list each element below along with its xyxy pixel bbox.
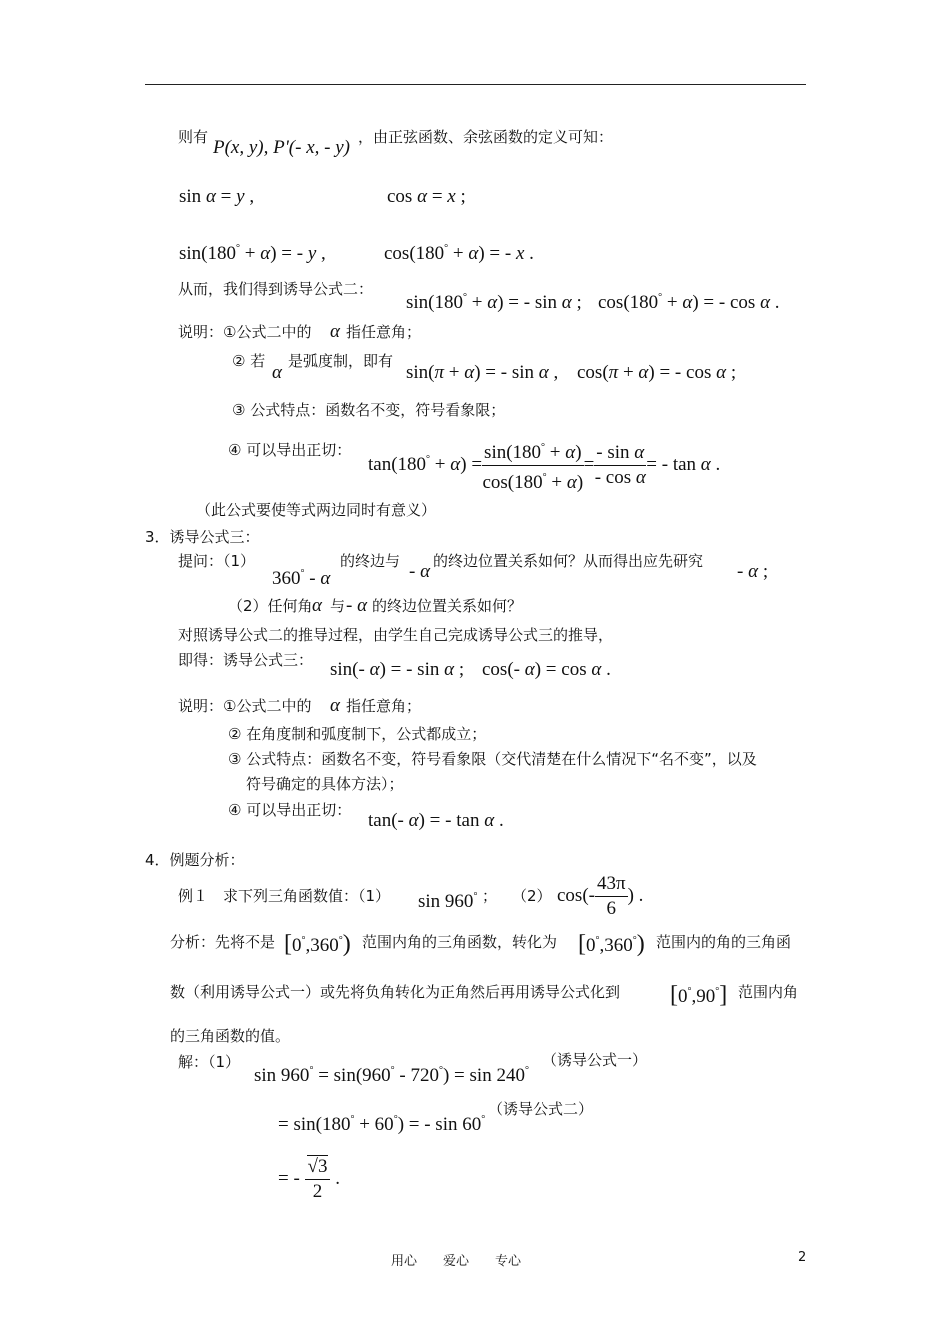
math-eq-minus: = - — [278, 1167, 300, 1189]
text-an-b: 范围内角的三角函数，转化为 — [362, 933, 558, 951]
page-number: 2 — [798, 1250, 807, 1265]
text-contrast: 对照诱导公式二的推导过程，由学生自己完成诱导公式三的推导， — [178, 626, 614, 644]
text-f2-intro: 从而，我们得到诱导公式二： — [178, 280, 374, 298]
text-an-e: 范围内角 — [738, 983, 799, 1001]
text-paren-note: （此公式要使等式两边同时有意义） — [196, 501, 437, 519]
text-note2-b: 是弧度制，即有 — [288, 352, 394, 370]
text-sol-r1: （诱导公式一） — [542, 1051, 648, 1069]
text-n3-3b: 符号确定的具体方法）； — [246, 775, 404, 793]
text-q2-b: 与 — [330, 597, 346, 615]
section-3-title: 3．诱导公式三： — [145, 528, 260, 546]
text-p1-suffix: ，由正弦函数、余弦函数的定义可知： — [358, 128, 614, 146]
math-sol-1: sin 960° = sin(960° - 720°) = sin 240° — [254, 1065, 529, 1086]
text-p1-prefix: 则有 — [178, 128, 209, 146]
text-q2-c: 的终边位置关系如何？ — [372, 597, 523, 615]
text-q2-a: （2）任何角 — [228, 597, 313, 615]
section-4-title: 4．例题分析： — [145, 851, 245, 869]
text-note2-a: ② 若 — [232, 352, 266, 370]
text-note1-b: 指任意角； — [346, 323, 422, 341]
frac-num: 43π — [595, 872, 628, 897]
math-range-360: [0°,360°) — [284, 931, 351, 957]
math-alpha: α — [312, 595, 322, 616]
math-neg-alpha: - α — [409, 561, 431, 582]
text-q1-b: 的终边与 — [340, 552, 401, 570]
text-sol-a: 解：（1） — [178, 1053, 241, 1071]
text-f3-intro: 即得：诱导公式三： — [178, 651, 314, 669]
math-note2-sin: sin(π + α) = - sin α , — [406, 362, 559, 383]
math-f2-sin: sin(180° + α) = - sin α ; — [406, 292, 582, 313]
math-f3-cos: cos(- α) = cos α . — [482, 659, 611, 680]
text-an-d: 数（利用诱导公式一）或先将负角转化为正角然后再用诱导公式化到 — [170, 983, 621, 1001]
math-neg-alpha: - α ; — [737, 561, 769, 582]
text-n3-1b: 指任意角； — [346, 697, 422, 715]
text-q1-c: 的终边位置关系如何？从而得出应先研究 — [433, 552, 704, 570]
math-range-360: [0°,360°) — [578, 931, 645, 957]
text-n3-1a: 说明：①公式二中的 — [178, 697, 312, 715]
text-an-f: 的三角函数的值。 — [170, 1027, 291, 1045]
math-points: P(x, y), P'(- x, - y) — [213, 137, 350, 158]
frac-den: 6 — [606, 898, 617, 919]
text-sol-r2: （诱导公式二） — [488, 1100, 594, 1118]
header-rule — [145, 84, 806, 85]
text-note4: ④ 可以导出正切： — [228, 441, 352, 459]
text-n3-4: ④ 可以导出正切： — [228, 801, 352, 819]
math-f2-cos: cos(180° + α) = - cos α . — [598, 292, 780, 313]
text-an-c: 范围内的角的三角函 — [656, 933, 792, 951]
text-ex1-a: 例１ 求下列三角函数值：（1） — [178, 887, 391, 905]
math-cos180: cos(180° + α) = - x . — [384, 243, 534, 264]
math-den-2: 2 — [312, 1181, 323, 1202]
math-tan-neg: tan(- α) = - tan α . — [368, 810, 504, 831]
text-n3-2: ② 在角度制和弧度制下，公式都成立； — [228, 725, 487, 743]
text-note1-a: 说明：①公式二中的 — [178, 323, 312, 341]
math-360-minus-alpha: 360° - α — [272, 568, 331, 589]
text-q1-a: 提问：（1） — [178, 552, 256, 570]
math-sqrt3: √3 — [307, 1156, 328, 1177]
math-note2-cos: cos(π + α) = - cos α ; — [577, 362, 737, 383]
math-ex1-sin: sin 960° — [418, 891, 478, 912]
text-note3: ③ 公式特点：函数名不变，符号看象限； — [232, 401, 506, 419]
math-f3-sin: sin(- α) = - sin α ; — [330, 659, 465, 680]
math-sol-2: = sin(180° + 60°) = - sin 60° — [278, 1114, 486, 1135]
math-sin-y: sin α = y , — [179, 186, 255, 207]
math-range-90: [0°,90°] — [670, 982, 728, 1008]
math-neg-alpha: - α — [346, 595, 368, 616]
math-sol-3: = - $\frac{√3}{2}$ . — [278, 1156, 340, 1202]
text-n3-3: ③ 公式特点：函数名不变，符号看象限（交代清楚在什么情况下“名不变”，以及 — [228, 750, 757, 768]
math-sin180: sin(180° + α) = - y , — [179, 243, 326, 264]
footer-text: 用心 爱心 专心 — [391, 1254, 522, 1269]
math-alpha: α — [272, 362, 282, 383]
math-cos-x: cos α = x ; — [387, 186, 466, 207]
math-ex1-cos: cos(- $\frac{43\pi}{6}$ ) . — [557, 873, 644, 919]
math-tan-derivation: tan(180° + α) = $\frac{\sin(180^\circ + \alpha)}{\cos(180^\circ + \alpha)}$ = $\frac{\text{- sin α}}{\text{- cos α}}$ = - tan α . — [368, 436, 720, 495]
math-alpha: α — [330, 695, 340, 716]
math-alpha: α — [330, 321, 340, 342]
text-an-a: 分析：先将不是 — [170, 933, 276, 951]
text-ex1-b: ； （2） — [482, 887, 552, 905]
